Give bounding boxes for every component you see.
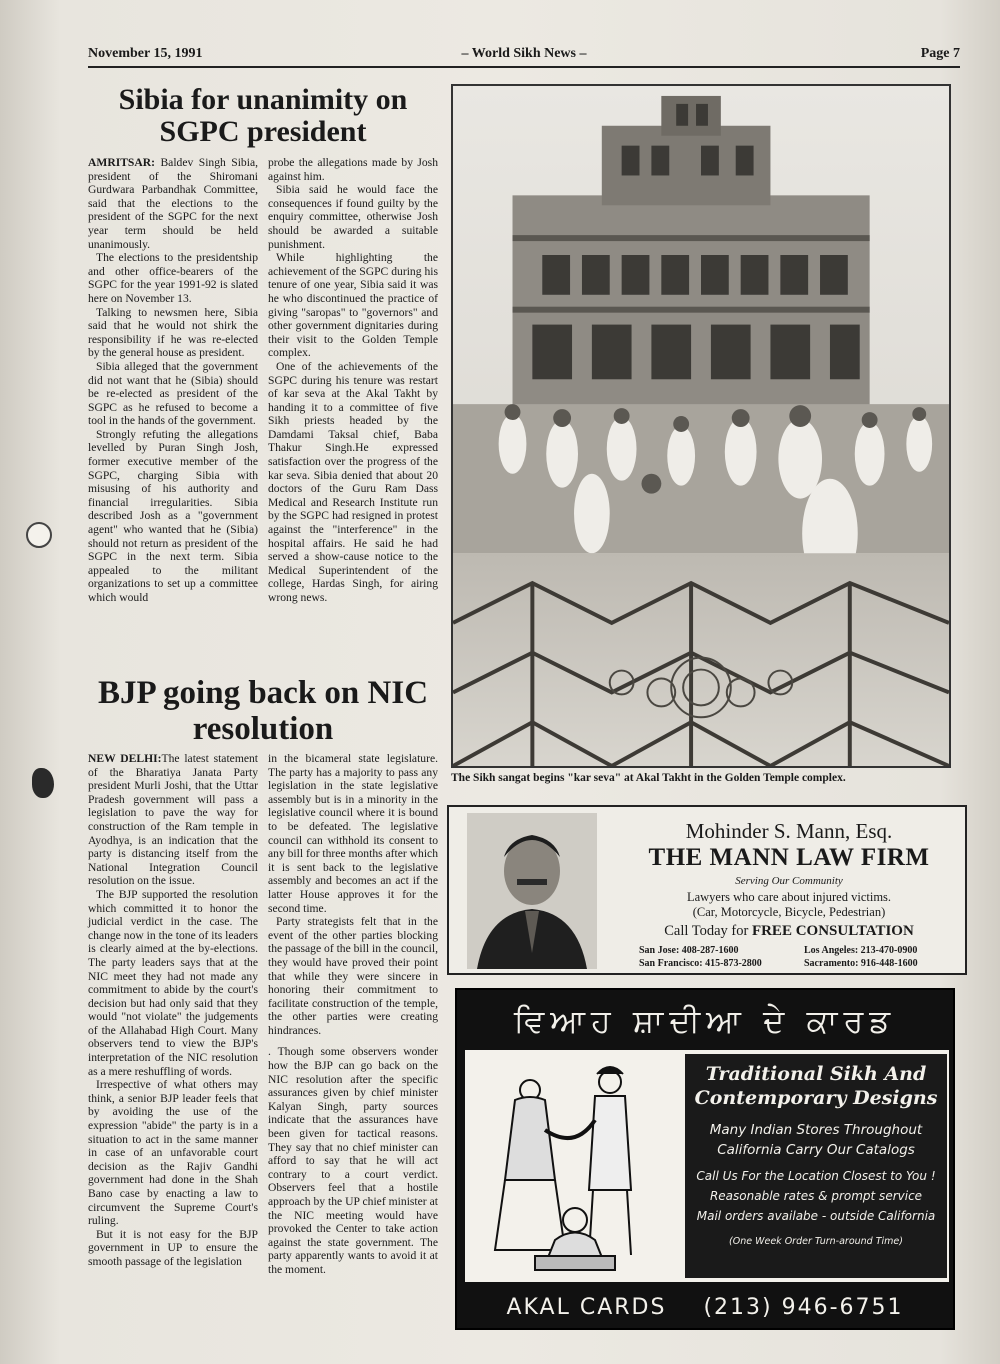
title-line2: Contemporary Designs	[694, 1087, 938, 1109]
ad-line2: California Carry Our Catalogs	[717, 1142, 915, 1158]
gurmukhi-heading: ਵਿਆਹ ਸ਼ਾਦੀਆ ਦੇ ਕਾਰਡ	[513, 1002, 897, 1040]
ad-inner-panel	[465, 1050, 949, 1282]
wedding-couple-illustration	[475, 1060, 675, 1276]
paragraph: Sibia said he would face the consequences if found guilty by the enquiry committee, otherwise Josh should be awarded a suitable punishment.	[268, 183, 438, 251]
article2-dateline: NEW DELHI:	[88, 752, 162, 765]
paragraph: Strongly refuting the allegations levelled by Puran Singh Josh, former executive member of the SGPC, charging Sibia with misusing of his authority and financial irregularities. Sibia described Josh as a "government agent" who wanted that he (Sibia) should not return as president of the SGPC in the next term. Sibia appealed to the militant organizations to set up a committee which would	[88, 427, 258, 604]
ad-line6: (One Week Order Turn-around Time)	[729, 1236, 903, 1247]
ad-dark-panel	[685, 1054, 947, 1278]
page-number: Page 7	[920, 46, 960, 61]
firm-line1: Lawyers who care about injured victims.	[686, 890, 892, 904]
article1-headline: Sibia for unanimity on SGPC president	[118, 83, 408, 149]
article2-column1	[88, 752, 258, 1269]
call-bold: FREE CONSULTATION	[751, 923, 914, 939]
title-line1: Traditional Sikh And	[705, 1063, 927, 1085]
article2-headline: BJP going back on NIC resolution	[97, 675, 429, 747]
paragraph: Talking to newsmen here, Sibia said that he would not shirk the responsibility if he was re-elected by the general house as president.	[88, 305, 258, 360]
phone-san-francisco: San Francisco: 415-873-2800	[639, 958, 762, 969]
attorney-name: Mohinder S. Mann, Esq.	[685, 819, 893, 843]
ad-footer	[457, 1295, 953, 1320]
phone-sacramento: Sacramento: 916-448-1600	[804, 958, 918, 969]
paragraph: The elections to the presidentship and other office-bearers of the SGPC for the year 1991-92 is slated here on November 13.	[88, 251, 258, 305]
akal-takht-photo	[451, 84, 951, 768]
ad-line1: Many Indian Stores Throughout	[709, 1122, 923, 1138]
akal-cards-ad	[455, 988, 955, 1330]
attorney-portrait	[467, 813, 597, 969]
law-firm-text	[619, 819, 959, 940]
article1-dateline: AMRITSAR:	[88, 156, 155, 169]
paragraph: But it is not easy for the BJP government in UP to ensure the smooth passage of the legislation	[88, 1227, 258, 1268]
phone-san-jose: San Jose: 408-287-1600	[639, 945, 739, 956]
portrait-illustration	[467, 813, 597, 969]
paragraph: Party strategists felt that in the event of the other parties blocking the passage of the bill in the council, they would have proved their point that while they were sincere in honoring their commitment to facilitate construction of the temple, the other parties were creating hindrances.	[268, 915, 438, 1037]
paragraph: The latest statement of the Bharatiya Janata Party president Murli Joshi, that the Uttar Pradesh government will pass a legislation to pave the way for construction of the Ram temple in Ayodhya, is an indication that the party is distancing itself from the National Integration Council resolution on the issue.	[88, 752, 259, 888]
paragraph: One of the achievements of the SGPC during his tenure was restart of kar seva at the Akal Takht by handing it to a committee of five Sikh priests headed by the Damdami Taksal chief, Baba Thakur Singh.He expressed satisfaction over the progress of the kar seva. Sibia denied that about 20 doctors of the Guru Ram Dass Medical and Research Institute run by the SGPC had resigned in protest against the "interference" in the hospital affairs. He said he had served a show-cause notice to the Medical Superintendent of the college, Hardas Singh, for airing wrong news.	[268, 359, 438, 604]
company-name: AKAL CARDS	[506, 1295, 667, 1320]
photo-caption: The Sikh sangat begins "kar seva" at Akal Takht in the Golden Temple complex.	[451, 772, 846, 784]
paragraph: in the bicameral state legislature. The party has a majority to pass any legislation in the state legislative assembly but is in a minority in the legislative council where it is bound to be defeated. The legislative council can withhold its consent to any bill for three months after which it is sent back to the legislative assembly and becomes an act if the latter House approves it for the second time.	[268, 752, 438, 915]
law-firm-ad	[447, 805, 967, 975]
call-line	[619, 923, 959, 940]
page-header	[88, 44, 960, 68]
paragraph: Baldev Singh Sibia, president of the Shiromani Gurdwara Parbandhak Committee, said that the elections to the president of the SGPC for the next year term should be held unanimously.	[88, 156, 258, 251]
paragraph: Sibia alleged that the government did not want that he (Sibia) should be re-elected as president of the SGPC as he refused to become a tool in the hands of the government.	[88, 359, 258, 428]
article2-column2	[268, 752, 438, 1277]
paragraph: While highlighting the achievement of the SGPC during his tenure of one year, Sibia said it was he who discontinued the practice of giving "saropas" to "governors" and other government dignitaries during their visit to the Golden Temple complex.	[268, 251, 438, 360]
phone-los-angeles: Los Angeles: 213-470-0900	[804, 945, 918, 956]
photo-illustration	[453, 86, 949, 766]
paragraph: probe the allegations made by Josh against him.	[268, 156, 438, 183]
ad-line3: Call Us For the Location Closest to You !	[696, 1169, 936, 1183]
issue-date: November 15, 1991	[88, 46, 203, 61]
paper-name: – World Sikh News –	[461, 46, 587, 61]
article1-column2	[268, 156, 438, 605]
company-phone: (213) 946-6751	[703, 1295, 904, 1320]
paragraph: . Though some observers wonder how the BJP can go back on the NIC resolution after the specific assurances given by chief minister Kalyan Singh, party sources indicate that the assurances have been given for tactical reasons. They say that no chief minister can afford to say that he will act contrary to a court verdict. Observers feel that a hostile approach by the UP chief minister at the NIC meeting would have provoked the Center to take action against the state government. The party apparently wants to avoid it at the moment.	[268, 1045, 438, 1276]
ad-line5: Mail orders availabe - outside California	[696, 1209, 936, 1223]
ad-line4: Reasonable rates & prompt service	[709, 1189, 923, 1203]
firm-name: THE MANN LAW FIRM	[648, 844, 930, 871]
binder-hole	[26, 522, 52, 548]
call-prefix: Call Today for	[664, 923, 749, 939]
firm-line2: (Car, Motorcycle, Bicycle, Pedestrian)	[692, 905, 886, 919]
paragraph: The BJP supported the resolution which committed it to honor the judicial verdict in the case. The change now in the tone of its leaders is clearly aimed at the by-elections. The party leaders says that at the NIC meet they had not made any commitment to abide by the court's decision but had only said that they would "not violate" the judgements of the Allahabad High Court. Many observers tend to view the BJP's interpretation of the NIC resolution as a mere reshuffling of words.	[88, 887, 258, 1078]
article1-column1	[88, 156, 258, 605]
binder-ring	[32, 768, 54, 798]
firm-tagline: Serving Our Community	[735, 875, 843, 887]
paragraph: Irrespective of what others may think, a senior BJP leader feels that by avoiding the use of the expression "abide" the party is in a situation to act in the same manner in case of an unfavorable court decision as the Rajiv Gandhi government had done in the Shah Bano case by enacting a law to circumvent the Supreme Court's ruling.	[88, 1078, 258, 1228]
